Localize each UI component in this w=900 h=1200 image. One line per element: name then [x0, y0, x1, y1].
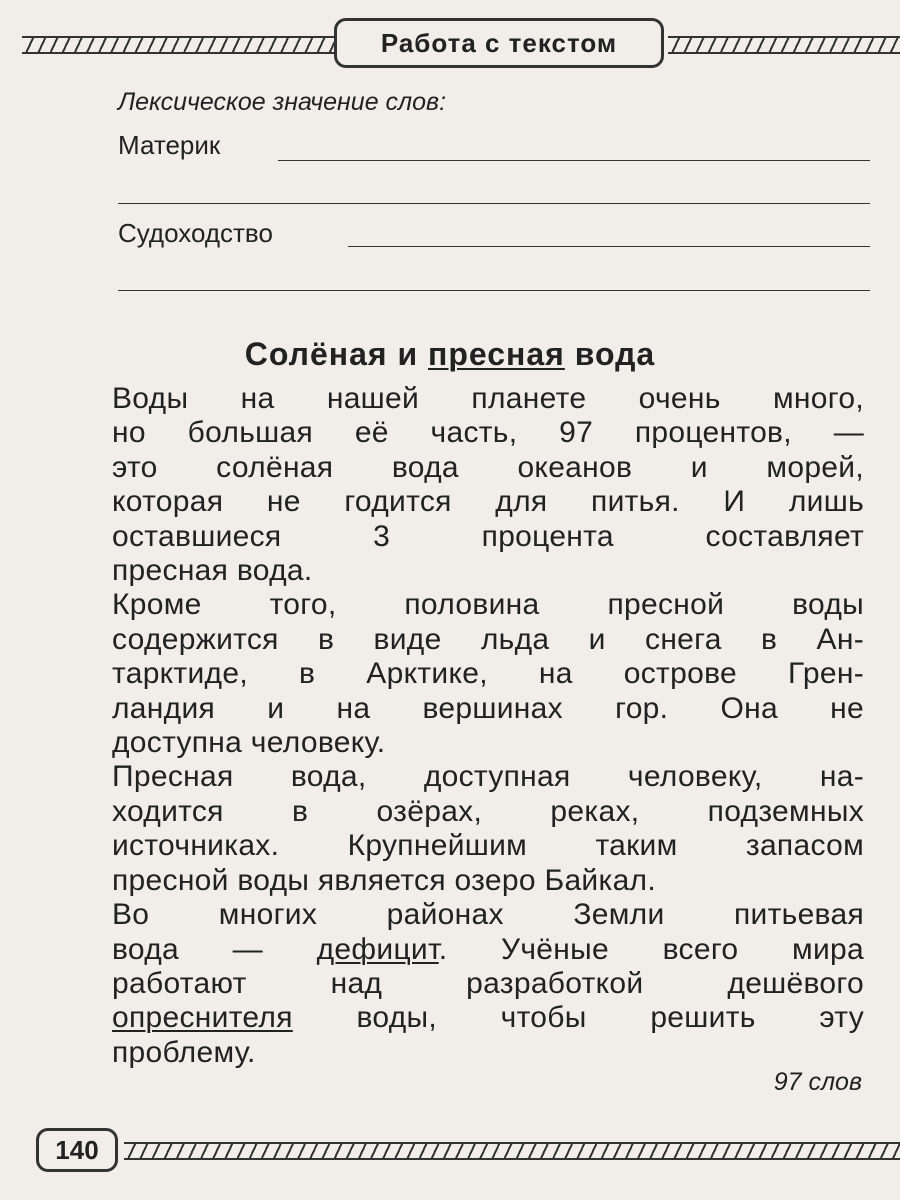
text-line: содержится в виде льда и снега в Ан- [112, 622, 864, 656]
top-rule-left [22, 36, 334, 54]
title-part-2: вода [564, 336, 656, 372]
text-line: проблему. [112, 1035, 256, 1069]
bottom-rule [124, 1142, 900, 1160]
underlined-word-opresnitel: опреснителя [112, 1001, 293, 1035]
text-fragment: воды, чтобы решить эту [292, 1001, 864, 1035]
text-line: пресной воды является озеро Байкал. [112, 863, 656, 897]
text-fragment: вода — [112, 932, 317, 966]
page-number-text: 140 [55, 1134, 99, 1165]
vocab-word-sudohodstvo: Судоходство [118, 218, 273, 248]
text-line: оставшиеся 3 процента составляет [112, 519, 864, 553]
vocab-intro: Лексическое значение слов: [118, 88, 447, 116]
text-line: ландия и на вершинах гор. Она не [112, 691, 864, 725]
text-line: пресная вода. [112, 554, 313, 588]
text-line: доступна человеку. [112, 726, 386, 760]
answer-line-2[interactable] [118, 203, 870, 204]
article-title [0, 336, 900, 373]
text-line [112, 933, 864, 967]
vocab-word-materik: Материк [118, 130, 221, 160]
text-line: тарктиде, в Арктике, на острове Грен- [112, 657, 864, 691]
text-line [112, 1001, 864, 1035]
answer-line-3[interactable] [348, 246, 870, 247]
text-line: работают над разработкой дешёвого [112, 966, 864, 1000]
text-line: это солёная вода океанов и морей, [112, 450, 864, 484]
text-line: Пресная вода, доступная человеку, на- [112, 760, 864, 794]
section-header-title: Работа с текстом [380, 27, 618, 58]
text-line: Воды на нашей планете очень много, [112, 382, 864, 415]
text-line: Во многих районах Земли питьевая [112, 898, 864, 932]
top-rule-right [668, 36, 900, 54]
answer-line-4[interactable] [118, 290, 870, 291]
page-number [36, 1128, 118, 1172]
section-header [334, 18, 664, 68]
text-line: но большая её часть, 97 процентов, — [112, 416, 864, 450]
title-part-1: Солёная и [244, 336, 428, 372]
answer-line-1[interactable] [278, 160, 870, 161]
article-body [112, 382, 864, 1070]
text-line: источниках. Крупнейшим таким запасом [112, 829, 864, 863]
title-underlined-word: пресная [428, 336, 565, 372]
text-line: ходится в озёрах, реках, подземных [112, 794, 864, 828]
text-line: Кроме того, половина пресной воды [112, 588, 864, 622]
word-count: 97 слов [773, 1068, 862, 1096]
text-fragment: . Учёные всего мира [438, 932, 864, 966]
underlined-word-deficit: дефицит [316, 932, 439, 966]
text-line: которая не годится для питья. И лишь [112, 485, 864, 519]
